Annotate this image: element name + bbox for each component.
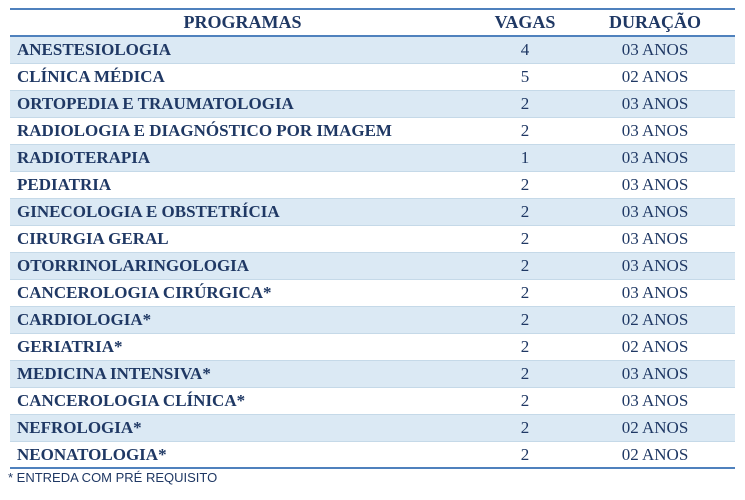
program-name: GINECOLOGIA E OBSTETRÍCIA — [17, 202, 280, 221]
program-duracao: 03 ANOS — [621, 391, 689, 410]
program-vagas: 2 — [520, 391, 530, 410]
table-row — [10, 415, 735, 442]
program-duracao: 03 ANOS — [621, 202, 689, 221]
table-row — [10, 253, 735, 280]
program-duracao: 03 ANOS — [621, 364, 689, 383]
program-name: CARDIOLOGIA* — [17, 310, 152, 329]
footnote: * ENTREDA COM PRÉ REQUISITO — [8, 470, 218, 485]
program-name: CANCEROLOGIA CLÍNICA* — [17, 391, 246, 410]
program-vagas: 2 — [520, 364, 530, 383]
table-row — [10, 64, 735, 91]
program-name: CLÍNICA MÉDICA — [17, 67, 165, 86]
table-row — [10, 226, 735, 253]
program-name: NEONATOLOGIA* — [17, 444, 167, 464]
header-vagas: VAGAS — [494, 12, 556, 32]
program-vagas: 4 — [520, 40, 530, 59]
table-row — [10, 307, 735, 334]
table-row — [10, 118, 735, 145]
table-row — [10, 91, 735, 118]
program-duracao: 03 ANOS — [621, 283, 689, 302]
program-vagas: 2 — [520, 175, 530, 194]
table-row — [10, 388, 735, 415]
program-duracao: 03 ANOS — [621, 40, 689, 59]
table-header-row — [10, 8, 735, 37]
table-row — [10, 145, 735, 172]
program-vagas: 2 — [520, 202, 530, 221]
table-row — [10, 172, 735, 199]
program-name: ORTOPEDIA E TRAUMATOLOGIA — [17, 94, 294, 113]
program-vagas: 2 — [520, 94, 530, 113]
program-vagas: 2 — [520, 337, 530, 356]
program-vagas: 2 — [520, 229, 530, 248]
program-duracao: 03 ANOS — [621, 229, 689, 248]
table-row — [10, 361, 735, 388]
program-name: PEDIATRIA — [17, 175, 112, 194]
header-duracao: DURAÇÃO — [609, 12, 701, 32]
program-vagas: 2 — [520, 283, 530, 302]
program-vagas: 2 — [520, 310, 530, 329]
program-duracao: 02 ANOS — [621, 444, 689, 464]
program-vagas: 1 — [520, 148, 530, 167]
program-name: CANCEROLOGIA CIRÚRGICA* — [17, 283, 272, 302]
table-row — [10, 334, 735, 361]
header-programas: PROGRAMAS — [183, 12, 302, 32]
program-duracao: 03 ANOS — [621, 121, 689, 140]
program-duracao: 03 ANOS — [621, 94, 689, 113]
program-name: RADIOLOGIA E DIAGNÓSTICO POR IMAGEM — [17, 121, 392, 140]
program-vagas: 5 — [520, 67, 530, 86]
program-vagas: 2 — [520, 444, 530, 464]
table-row — [10, 37, 735, 64]
program-duracao: 02 ANOS — [621, 337, 689, 356]
program-name: OTORRINOLARINGOLOGIA — [17, 256, 250, 275]
table-row — [10, 280, 735, 307]
program-vagas: 2 — [520, 121, 530, 140]
program-duracao: 02 ANOS — [621, 310, 689, 329]
program-duracao: 03 ANOS — [621, 175, 689, 194]
table-row — [10, 442, 735, 469]
program-name: GERIATRIA* — [17, 337, 123, 356]
program-vagas: 2 — [520, 256, 530, 275]
program-vagas: 2 — [520, 418, 530, 437]
program-name: CIRURGIA GERAL — [17, 229, 169, 248]
program-duracao: 03 ANOS — [621, 148, 689, 167]
program-duracao: 02 ANOS — [621, 418, 689, 437]
program-name: MEDICINA INTENSIVA* — [17, 364, 211, 383]
program-duracao: 03 ANOS — [621, 256, 689, 275]
program-name: RADIOTERAPIA — [17, 148, 151, 167]
program-name: NEFROLOGIA* — [17, 418, 142, 437]
table-row — [10, 199, 735, 226]
program-name: ANESTESIOLOGIA — [17, 40, 171, 59]
program-duracao: 02 ANOS — [621, 67, 689, 86]
residency-programs-table — [10, 8, 735, 469]
